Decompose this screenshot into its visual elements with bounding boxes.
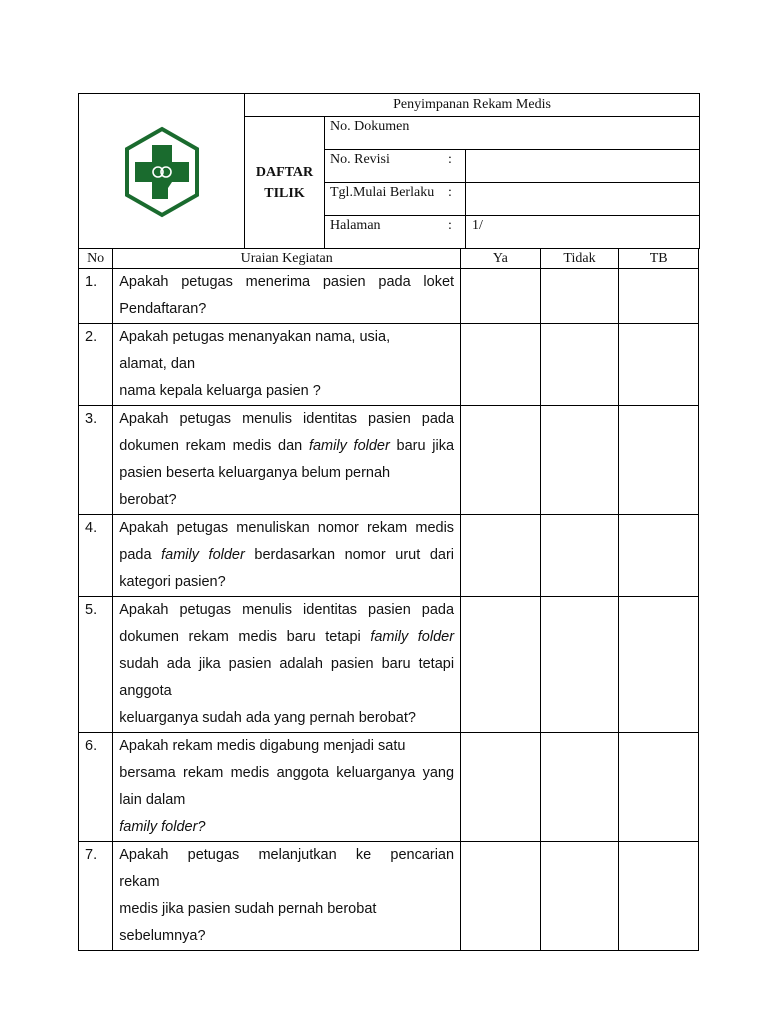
halaman-label-cell	[325, 216, 466, 249]
logo-cell	[79, 94, 245, 249]
answer-cell-tidak[interactable]	[540, 842, 619, 951]
halaman-colon: :	[448, 218, 452, 233]
answer-cell-ya[interactable]	[461, 324, 541, 406]
checklist-document	[78, 93, 699, 951]
answer-cell-tidak[interactable]	[540, 515, 619, 597]
daftar-label: DAFTAR	[255, 164, 314, 180]
answer-cell-ya[interactable]	[461, 269, 541, 324]
answer-cell-tidak[interactable]	[540, 733, 619, 842]
checklist-table	[78, 248, 699, 951]
item-number: 3.	[79, 406, 113, 515]
checklist-row	[79, 269, 699, 324]
item-description-line	[119, 760, 454, 787]
no-revisi-value	[466, 150, 700, 183]
text-run: berobat?	[119, 492, 177, 508]
puskesmas-logo-icon	[122, 126, 202, 218]
answer-cell-tidak[interactable]	[540, 324, 619, 406]
item-description-line	[119, 378, 454, 405]
checklist-row	[79, 597, 699, 733]
checklist-row	[79, 733, 699, 842]
tgl-mulai-colon: :	[448, 185, 452, 200]
item-description-line	[119, 324, 454, 351]
text-run: Pendaftaran?	[119, 301, 207, 317]
text-run: lain dalam	[119, 792, 186, 808]
tgl-mulai-value	[466, 183, 700, 216]
no-dokumen-label: No. Dokumen	[330, 119, 410, 134]
checklist-header-row	[79, 249, 699, 269]
item-description-line	[119, 487, 454, 514]
no-revisi-colon: :	[448, 152, 452, 167]
tgl-mulai-label-cell	[325, 183, 466, 216]
answer-cell-ya[interactable]	[461, 597, 541, 733]
answer-cell-tb[interactable]	[619, 597, 699, 733]
item-description-line	[119, 269, 454, 296]
text-run: Apakah petugas menulis identitas pasien pada	[119, 411, 455, 427]
item-description-line	[119, 814, 454, 841]
daftar-tilik-label	[245, 117, 325, 249]
italic-term: family folder	[161, 547, 245, 563]
answer-cell-tidak[interactable]	[540, 269, 619, 324]
answer-cell-tidak[interactable]	[540, 406, 619, 515]
item-description-line	[119, 460, 454, 487]
answer-cell-tb[interactable]	[619, 406, 699, 515]
item-description-line	[119, 787, 454, 814]
answer-cell-ya[interactable]	[461, 733, 541, 842]
answer-cell-ya[interactable]	[461, 406, 541, 515]
tgl-mulai-label: Tgl.Mulai Berlaku	[330, 185, 435, 200]
item-description-line	[119, 651, 454, 678]
item-description	[113, 406, 461, 515]
item-description-line	[119, 733, 454, 760]
item-number: 4.	[79, 515, 113, 597]
checklist-row	[79, 324, 699, 406]
tilik-label: TILIK	[264, 185, 305, 201]
answer-cell-tb[interactable]	[619, 324, 699, 406]
item-description	[113, 515, 461, 597]
halaman-label: Halaman	[330, 218, 381, 233]
text-run: sebelumnya?	[119, 928, 206, 944]
text-run: pada	[119, 547, 162, 563]
item-description-line	[119, 351, 454, 378]
column-header-tidak: Tidak	[540, 249, 619, 269]
item-description-line	[119, 569, 454, 596]
document-title: Penyimpanan Rekam Medis	[245, 94, 700, 117]
item-description-line	[119, 896, 454, 923]
item-description	[113, 842, 461, 951]
text-run: Apakah petugas menuliskan nomor rekam medis	[119, 520, 455, 536]
text-run: Apakah petugas menulis identitas pasien pada	[119, 602, 455, 618]
halaman-value: 1/	[466, 216, 700, 249]
item-description	[113, 597, 461, 733]
text-run: sudah ada jika pasien adalah pasien baru tetapi	[119, 656, 455, 672]
column-header-tb: TB	[619, 249, 699, 269]
item-description-line	[119, 406, 454, 433]
text-run: alamat, dan	[119, 356, 196, 372]
item-number: 6.	[79, 733, 113, 842]
text-run: kategori pasien?	[119, 574, 226, 590]
item-description-line	[119, 542, 454, 569]
italic-term: family folder?	[119, 819, 206, 835]
checklist-row	[79, 406, 699, 515]
text-run: dokumen rekam medis dan	[119, 438, 309, 454]
checklist-row	[79, 842, 699, 951]
item-description	[113, 324, 461, 406]
answer-cell-ya[interactable]	[461, 515, 541, 597]
checklist-row	[79, 515, 699, 597]
answer-cell-ya[interactable]	[461, 842, 541, 951]
text-run: medis jika pasien sudah pernah berobat	[119, 901, 377, 917]
text-run: berdasarkan nomor urut dari	[244, 547, 455, 563]
item-number: 5.	[79, 597, 113, 733]
text-run: bersama rekam medis anggota keluarganya yang	[119, 765, 455, 781]
item-description-line	[119, 705, 454, 732]
no-revisi-label-cell	[325, 150, 466, 183]
item-description-line	[119, 296, 454, 323]
item-description-line	[119, 678, 454, 705]
answer-cell-tb[interactable]	[619, 515, 699, 597]
item-number: 1.	[79, 269, 113, 324]
document-header-table	[78, 93, 700, 249]
item-number: 2.	[79, 324, 113, 406]
text-run: dokumen rekam medis baru tetapi	[119, 629, 371, 645]
text-run: nama kepala keluarga pasien ?	[119, 383, 321, 399]
no-revisi-label: No. Revisi	[330, 152, 390, 167]
column-header-no: No	[79, 249, 113, 269]
item-description-line	[119, 433, 454, 460]
item-description-line	[119, 624, 454, 651]
text-run: Apakah petugas menanyakan nama, usia,	[119, 329, 391, 345]
answer-cell-tb[interactable]	[619, 269, 699, 324]
text-run: anggota	[119, 683, 172, 699]
item-description	[113, 733, 461, 842]
answer-cell-tidak[interactable]	[540, 597, 619, 733]
text-run: baru jika	[389, 438, 455, 454]
item-description-line	[119, 597, 454, 624]
item-description-line	[119, 869, 454, 896]
item-description-line	[119, 923, 454, 950]
item-description	[113, 269, 461, 324]
text-run: keluarganya sudah ada yang pernah berobat?	[119, 710, 416, 726]
column-header-uraian: Uraian Kegiatan	[113, 249, 461, 269]
text-run: Apakah petugas menerima pasien pada loket	[119, 274, 455, 290]
text-run: pasien beserta keluarganya belum pernah	[119, 465, 391, 481]
answer-cell-tb[interactable]	[619, 842, 699, 951]
column-header-ya: Ya	[461, 249, 541, 269]
item-number: 7.	[79, 842, 113, 951]
italic-term: family folder	[370, 629, 455, 645]
item-description-line	[119, 842, 454, 869]
text-run: Apakah rekam medis digabung menjadi satu	[119, 738, 406, 754]
item-description-line	[119, 515, 454, 542]
text-run: rekam	[119, 874, 160, 890]
no-dokumen-row	[325, 117, 700, 150]
italic-term: family folder	[308, 438, 390, 454]
answer-cell-tb[interactable]	[619, 733, 699, 842]
text-run: Apakah petugas melanjutkan ke pencarian	[119, 847, 455, 863]
